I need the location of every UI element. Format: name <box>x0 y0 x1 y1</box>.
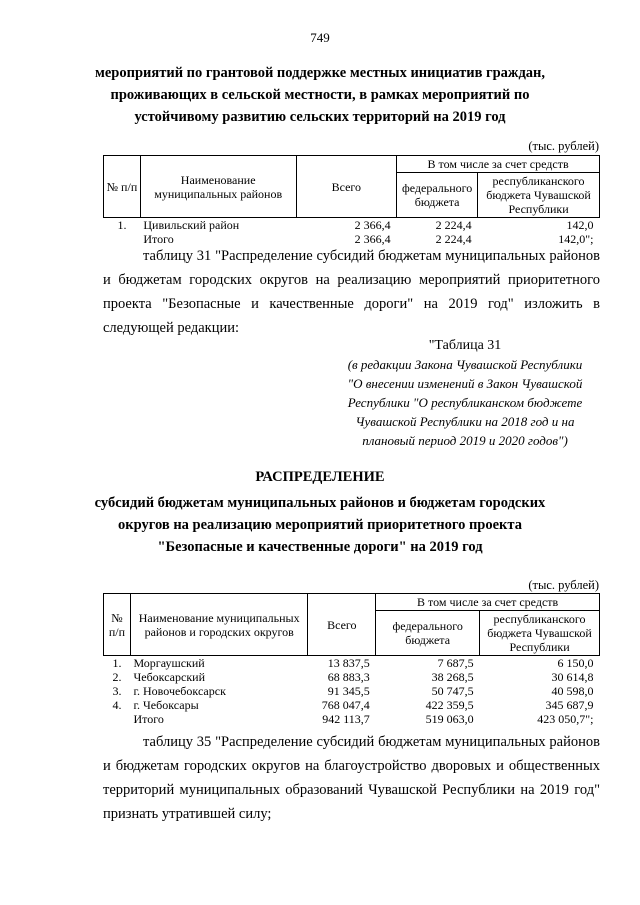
table-row <box>104 670 600 684</box>
cell-republic: 30 614,8 <box>551 670 594 684</box>
cell-num <box>104 712 131 726</box>
cell-total: 13 837,5 <box>327 656 370 670</box>
cell-total: 768 047,4 <box>321 698 370 712</box>
reference-line: Чувашской Республики на 2018 год и на <box>355 414 575 429</box>
cell-name: Моргаушский <box>133 656 205 670</box>
table-row <box>104 656 600 671</box>
cell-num: 3. <box>112 684 122 698</box>
page-number: 749 <box>310 30 330 45</box>
section1-title <box>60 62 580 128</box>
cell-republic: 6 150,0 <box>557 656 594 670</box>
header-republic: республиканского бюджета Чувашской Республики <box>480 611 600 656</box>
reference-line: (в редакции Закона Чувашской Республики <box>347 357 583 372</box>
cell-name: г. Новочебоксарск <box>133 684 226 698</box>
header-republic: республиканского бюджета Чувашской Республики <box>478 173 600 218</box>
section1-title-line: устойчивому развитию сельских территорий на 2019 год <box>134 109 506 125</box>
cell-total: 942 113,7 <box>322 712 370 726</box>
cell-federal: 50 747,5 <box>431 684 474 698</box>
cell-federal: 2 224,4 <box>435 218 472 232</box>
cell-federal: 2 224,4 <box>435 232 472 246</box>
header-name: Наименование муниципальных районов <box>140 156 296 218</box>
cell-name: Цивильский район <box>143 218 240 232</box>
cell-republic: 142,0"; <box>558 232 594 246</box>
cell-federal: 7 687,5 <box>437 656 474 670</box>
cell-num: 2. <box>112 670 122 684</box>
header-federal: федерального бюджета <box>397 173 478 218</box>
table31-reference <box>330 336 600 450</box>
cell-republic: 345 687,9 <box>545 698 594 712</box>
reference-line: Республики "О республиканском бюджете <box>347 395 583 410</box>
cell-federal: 422 359,5 <box>425 698 474 712</box>
cell-name: г. Чебоксары <box>133 698 199 712</box>
cell-republic: 423 050,7"; <box>537 712 594 726</box>
reference-line: плановый период 2019 и 2020 годов") <box>362 433 568 448</box>
header-including: В том числе за счет средств <box>397 156 600 173</box>
section2-title-line: субсидий бюджетам муниципальных районов и бюджетам городских <box>94 495 546 511</box>
section1-title-line: проживающих в сельской местности, в рамках мероприятий по <box>110 87 530 103</box>
cell-republic: 142,0 <box>566 218 594 232</box>
section1-units: (тыс. рублей) <box>528 139 599 153</box>
cell-federal: 519 063,0 <box>425 712 474 726</box>
section2-title <box>60 492 580 558</box>
paragraph-table35 <box>103 730 600 826</box>
header-including: В том числе за счет средств <box>376 594 600 611</box>
cell-total: 68 883,3 <box>327 670 370 684</box>
paragraph-text: таблицу 31 "Распределение субсидий бюджетам муниципальных районов и бюджетам городских округов на реализацию мероприятий приоритетного проекта "Безопасные и качественные дороги" на 2019 год" изложить в следующей редакции: <box>103 248 600 336</box>
header-federal: федерального бюджета <box>376 611 480 656</box>
table-row-total <box>104 712 600 726</box>
table31-label: "Таблица 31 <box>428 338 502 353</box>
section2-title-line: "Безопасные и качественные дороги" на 2019 год <box>157 539 483 555</box>
section1-title-line: мероприятий по грантовой поддержке местных инициатив граждан, <box>94 65 546 81</box>
section1-table <box>103 155 600 246</box>
table-row <box>104 218 600 233</box>
cell-total: 2 366,4 <box>354 232 391 246</box>
cell-name: Чебоксарский <box>133 670 205 684</box>
header-num: № п/п <box>104 594 131 656</box>
cell-federal: 38 268,5 <box>431 670 474 684</box>
cell-name: Итого <box>133 712 164 726</box>
cell-total: 2 366,4 <box>354 218 391 232</box>
cell-total: 91 345,5 <box>327 684 370 698</box>
cell-name: Итого <box>143 232 174 246</box>
header-total: Всего <box>296 156 397 218</box>
paragraph-text: таблицу 35 "Распределение субсидий бюджетам муниципальных районов и бюджетам городских округов на благоустройство дворовых и общественных территорий муниципальных образований Чувашской Республики на 2019 год" признать утратившей силу; <box>103 734 600 822</box>
cell-num: 4. <box>112 698 122 712</box>
table-row <box>104 698 600 712</box>
table-row <box>104 684 600 698</box>
paragraph-table31 <box>103 244 600 340</box>
section2-units: (тыс. рублей) <box>528 578 599 592</box>
header-num: № п/п <box>104 156 141 218</box>
cell-num: 1. <box>117 218 127 232</box>
section2-table <box>103 593 600 726</box>
header-total: Всего <box>308 594 376 656</box>
section2-heading: РАСПРЕДЕЛЕНИЕ <box>255 469 385 485</box>
header-name: Наименование муниципальных районов и городских округов <box>130 594 308 656</box>
reference-line: "О внесении изменений в Закон Чувашской <box>347 376 583 391</box>
section2-title-line: округов на реализацию мероприятий приоритетного проекта <box>118 517 522 533</box>
cell-republic: 40 598,0 <box>551 684 594 698</box>
cell-num: 1. <box>112 656 122 670</box>
